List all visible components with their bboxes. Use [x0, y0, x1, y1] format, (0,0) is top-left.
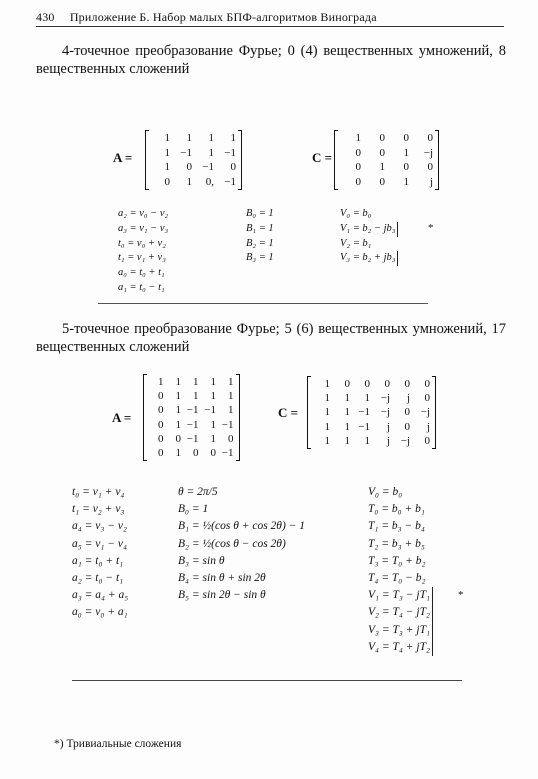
matrix-cell: 0,: [205, 175, 214, 188]
equation-line: a₂ = t₀ − t₁: [72, 572, 124, 585]
equation-line: B₁ = 1: [246, 222, 274, 234]
equation-line: B₃ = 1: [246, 252, 274, 264]
matrix-row: [148, 146, 236, 161]
equation-line: a₀ = t₀ + t₁: [118, 267, 165, 279]
matrix-cell: 1: [228, 404, 234, 417]
section5-equations-b: [178, 484, 305, 604]
matrix-cell: 1: [355, 132, 361, 145]
matrix-cell: 1: [403, 175, 409, 188]
equation-line: V₂ = T₄ − jT₂: [368, 604, 433, 621]
section4-equations-a: [118, 207, 168, 296]
equation-line: T₃ = T₀ + b₂: [368, 554, 426, 567]
matrix-cell: 1: [228, 376, 234, 389]
matrix-cell: j: [386, 434, 390, 447]
matrix-cell: 0: [230, 161, 236, 174]
section4-title: 4-точечное преобразование Фурье; 0 (4) вещественных умножений, 8 вещественных сложений: [36, 43, 506, 77]
section4-equations-v: [340, 207, 398, 266]
matrix-cell: 1: [344, 420, 350, 433]
section-divider: [98, 303, 428, 304]
matrix-cell: 0: [158, 447, 164, 460]
section4-matrix-c-label: C =: [312, 150, 333, 165]
matrix-cell: −1: [224, 146, 236, 159]
matrix-cell: 0: [404, 420, 410, 433]
matrix-row: [337, 131, 433, 146]
matrix-cell: 0: [193, 447, 199, 460]
matrix-cell: j: [406, 392, 410, 405]
page-number: 430: [36, 10, 55, 24]
matrix-cell: 0: [175, 432, 181, 445]
equation-line: V₃ = T₃ + jT₁: [368, 622, 433, 639]
section5-equations-v: [368, 484, 433, 656]
matrix-cell: 1: [324, 420, 330, 433]
matrix-cell: −1: [180, 146, 192, 159]
matrix-cell: −j: [400, 434, 410, 447]
matrix-cell: 1: [175, 390, 181, 403]
matrix-cell: −1: [186, 404, 199, 417]
matrix-cell: j: [429, 175, 433, 188]
matrix-cell: 1: [324, 406, 330, 419]
matrix-row: [337, 160, 433, 175]
matrix-cell: 1: [186, 132, 192, 145]
equation-line: V₄ = T₄ + jT₂: [368, 639, 433, 656]
matrix-cell: 0: [158, 432, 164, 445]
matrix-cell: 1: [403, 146, 409, 159]
section5-matrix-c-label: C =: [278, 405, 299, 420]
matrix-cell: −j: [420, 406, 430, 419]
matrix-cell: 0: [379, 175, 385, 188]
equation-line: a₃ = v₁ − v₃: [118, 222, 169, 234]
matrix-cell: 1: [164, 132, 170, 145]
equation-line: T₀ = b₀ + b₁: [368, 503, 425, 516]
equation-line: a₂ = v₀ − v₂: [118, 208, 169, 219]
equation-line: t₁ = v₁ + v₃: [118, 252, 166, 264]
equation-line: V₂ = b₁: [340, 237, 372, 249]
matrix-cell: 0: [355, 175, 361, 188]
matrix-cell: 0: [403, 132, 409, 145]
matrix-row: [148, 131, 236, 146]
matrix-row: [337, 175, 433, 190]
equation-line: V₃ = b₂ + jb₃: [340, 251, 398, 266]
matrix-row: [337, 146, 433, 161]
matrix-cell: −1: [202, 161, 214, 174]
matrix-cell: 1: [164, 146, 170, 159]
matrix-row: [146, 446, 234, 460]
matrix-cell: 1: [175, 447, 181, 460]
matrix-cell: −1: [221, 418, 234, 431]
section5-matrix-a: [143, 374, 240, 461]
matrix-cell: 1: [208, 132, 214, 145]
matrix-cell: 1: [175, 418, 181, 431]
matrix-cell: 0: [404, 378, 410, 391]
section5-star: *: [458, 589, 464, 601]
section4-matrix-a: [145, 130, 242, 190]
equation-line: V₀ = b₀: [368, 486, 403, 498]
matrix-cell: 1: [344, 434, 350, 447]
equation-line: V₁ = T₃ − jT₁: [368, 587, 433, 604]
matrix-cell: 1: [210, 376, 216, 389]
equation-line: t₀ = v₀ + v₂: [118, 237, 166, 249]
matrix-cell: −1: [204, 404, 216, 417]
matrix-row: [310, 434, 430, 448]
matrix-cell: j: [426, 420, 430, 433]
header-rule: [36, 26, 504, 27]
equation-line: a₃ = a₄ + a₅: [72, 589, 129, 602]
matrix-cell: 0: [158, 404, 164, 417]
matrix-cell: 0: [228, 432, 234, 445]
equation-line: V₁ = b₂ − jb₃: [340, 222, 398, 237]
running-title: Приложение Б. Набор малых БПФ-алгоритмов Винограда: [69, 10, 377, 24]
running-header: [36, 10, 377, 25]
equation-line: a₁ = t₀ + t₁: [72, 554, 124, 567]
equation-line: a₅ = v₁ − v₄: [72, 537, 127, 550]
matrix-cell: 1: [379, 161, 385, 174]
equation-line: T₁ = b₃ − b₄: [368, 520, 425, 533]
matrix-row: [146, 432, 234, 446]
matrix-cell: 0: [355, 161, 361, 174]
footnote: *) Тривиальные сложения: [54, 738, 182, 750]
matrix-row: [310, 420, 430, 434]
matrix-row: [310, 405, 430, 419]
matrix-row: [146, 375, 234, 389]
matrix-cell: −1: [358, 406, 370, 419]
matrix-cell: 0: [427, 132, 433, 145]
equation-line: a₁ = t₀ − t₁: [118, 281, 165, 293]
matrix-cell: 0: [424, 392, 430, 405]
section4-star: *: [428, 222, 434, 234]
matrix-row: [146, 389, 234, 403]
matrix-cell: 1: [324, 392, 330, 405]
matrix-cell: 1: [193, 376, 199, 389]
matrix-cell: 0: [403, 161, 409, 174]
matrix-cell: 1: [324, 378, 330, 391]
section4-matrix-c: [334, 130, 439, 190]
matrix-cell: 0: [210, 447, 216, 460]
matrix-cell: 0: [364, 378, 370, 391]
equation-line: V₀ = b₀: [340, 208, 372, 219]
matrix-cell: 0: [158, 418, 164, 431]
matrix-cell: −1: [186, 432, 199, 445]
matrix-row: [148, 160, 236, 175]
matrix-cell: −1: [358, 420, 370, 433]
matrix-cell: −1: [186, 418, 199, 431]
matrix-cell: 0: [344, 378, 350, 391]
footnote-divider: [72, 680, 462, 681]
matrix-cell: 0: [384, 378, 390, 391]
matrix-row: [148, 175, 236, 190]
matrix-cell: 1: [208, 146, 214, 159]
equation-line: B₂ = 1: [246, 237, 274, 249]
matrix-cell: 0: [164, 175, 170, 188]
matrix-cell: 0: [186, 161, 192, 174]
matrix-cell: 1: [364, 392, 370, 405]
equation-line: t₁ = v₂ + v₃: [72, 503, 125, 516]
section4-matrix-a-label: A =: [113, 150, 133, 165]
matrix-cell: −1: [221, 447, 234, 460]
matrix-cell: 0: [158, 390, 164, 403]
equation-line: t₀ = v₁ + v₄: [72, 486, 125, 498]
matrix-cell: −j: [380, 406, 390, 419]
equation-line: B₀ = 1: [246, 208, 274, 219]
equation-line: B₀ = 1: [178, 503, 209, 516]
equation-line: B₄ = sin θ + sin 2θ: [178, 572, 266, 585]
matrix-cell: 1: [164, 161, 170, 174]
matrix-cell: 0: [404, 406, 410, 419]
equation-line: T₄ = T₀ − b₂: [368, 572, 426, 585]
matrix-row: [146, 403, 234, 417]
section5-matrix-a-label: A =: [112, 410, 132, 425]
equation-line: θ = 2π/5: [178, 486, 218, 498]
equation-line: B₂ = ½(cos θ − cos 2θ): [178, 537, 286, 550]
section5-matrix-c: [307, 376, 436, 449]
matrix-row: [310, 377, 430, 391]
equation-line: B₃ = sin θ: [178, 554, 225, 567]
matrix-cell: 1: [186, 175, 192, 188]
section4-equations-b: [246, 207, 274, 266]
matrix-cell: 1: [175, 404, 181, 417]
matrix-cell: 0: [424, 378, 430, 391]
equation-line: B₁ = ½(cos θ + cos 2θ) − 1: [178, 520, 306, 533]
matrix-cell: 1: [158, 376, 164, 389]
matrix-cell: 1: [210, 418, 216, 431]
matrix-row: [310, 391, 430, 405]
matrix-cell: 1: [324, 434, 330, 447]
matrix-cell: 0: [379, 132, 385, 145]
matrix-cell: −1: [224, 175, 236, 188]
matrix-cell: 1: [210, 390, 216, 403]
matrix-cell: 1: [364, 434, 370, 447]
matrix-row: [146, 418, 234, 432]
matrix-cell: 0: [355, 146, 361, 159]
equation-line: a₄ = v₃ − v₂: [72, 520, 127, 533]
matrix-cell: −j: [423, 146, 433, 159]
equation-line: T₂ = b₃ + b₅: [368, 537, 425, 550]
matrix-cell: 0: [379, 146, 385, 159]
matrix-cell: j: [386, 420, 390, 433]
equation-line: B₅ = sin 2θ − sin θ: [178, 589, 266, 602]
matrix-cell: 1: [344, 406, 350, 419]
matrix-cell: −j: [380, 392, 390, 405]
matrix-cell: 0: [424, 434, 430, 447]
matrix-cell: 1: [210, 432, 216, 445]
section5-title: 5-точечное преобразование Фурье; 5 (6) вещественных умножений, 17 вещественных сложений: [36, 321, 506, 355]
section5-equations-a: [72, 484, 128, 622]
matrix-cell: 1: [344, 392, 350, 405]
equation-line: a₀ = v₀ + a₁: [72, 606, 128, 619]
matrix-cell: 1: [230, 132, 236, 145]
matrix-cell: 0: [427, 161, 433, 174]
matrix-cell: 1: [228, 390, 234, 403]
matrix-cell: 1: [175, 376, 181, 389]
matrix-cell: 1: [193, 390, 199, 403]
